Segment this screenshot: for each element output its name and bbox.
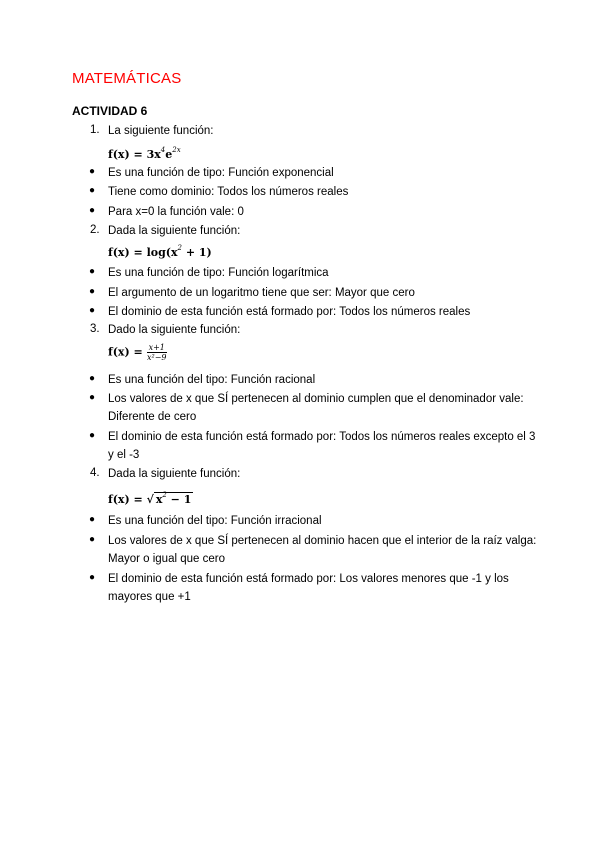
formula-exponent: 4 <box>160 146 166 154</box>
formula-base: e <box>165 148 173 161</box>
formula-lhs: f(x) = <box>108 345 147 359</box>
item-text: La siguiente función: <box>108 125 214 137</box>
bullet-icon: ● <box>89 286 96 297</box>
formula-denominator: x²−9 <box>146 353 167 362</box>
bullet-icon: ● <box>89 166 96 177</box>
page-title: MATEMÁTICAS <box>72 70 182 87</box>
item-number: 4. <box>90 467 100 479</box>
bullet-text: El dominio de esta función está formado por: Todos los números reales excepto el 3 <box>108 431 536 443</box>
bullet-icon: ● <box>89 514 96 525</box>
bullet-icon: ● <box>89 305 96 316</box>
bullet-icon: ● <box>89 205 96 216</box>
formula-fraction <box>147 343 167 362</box>
item-number: 2. <box>90 224 100 236</box>
bullet-text: Los valores de x que SÍ pertenecen al dominio cumplen que el denominador vale: <box>108 393 524 405</box>
bullet-text: El dominio de esta función está formado por: Todos los números reales <box>108 306 471 318</box>
formula-lhs: f(x) = √ <box>108 493 154 506</box>
bullet-text: Es una función del tipo: Función irracional <box>108 515 322 527</box>
bullet-icon: ● <box>89 572 96 583</box>
formula-rhs: − 1 <box>166 493 192 506</box>
item-number: 1. <box>90 124 100 136</box>
formula-rhs: + 1) <box>182 246 212 259</box>
bullet-icon: ● <box>89 266 96 277</box>
formula-rational <box>108 343 167 362</box>
bullet-text: Es una función de tipo: Función logarítmica <box>108 267 329 279</box>
formula-lhs: f(x) = log(x <box>108 246 178 259</box>
bullet-text-continuation: y el -3 <box>108 449 140 461</box>
bullet-text: El dominio de esta función está formado por: Los valores menores que -1 y los <box>108 573 509 585</box>
activity-heading: ACTIVIDAD 6 <box>72 104 148 118</box>
bullet-icon: ● <box>89 430 96 441</box>
bullet-text: Tiene como dominio: Todos los números reales <box>108 186 349 198</box>
bullet-icon: ● <box>89 392 96 403</box>
formula-argument: x <box>155 493 163 506</box>
formula-numerator: x+1 <box>148 343 165 352</box>
item-text: Dado la siguiente función: <box>108 324 241 336</box>
bullet-text: Para x=0 la función vale: 0 <box>108 206 244 218</box>
formula-exponential <box>108 148 181 161</box>
formula-exponent: 2 <box>162 491 167 499</box>
formula-exponent: 2 <box>177 244 183 252</box>
formula-radical <box>154 492 194 506</box>
bullet-text: Es una función del tipo: Función racional <box>108 374 316 386</box>
bullet-icon: ● <box>89 373 96 384</box>
bullet-text-continuation: mayores que +1 <box>108 591 191 603</box>
item-number: 3. <box>90 323 100 335</box>
item-text: Dada la siguiente función: <box>108 225 241 237</box>
formula-irrational <box>108 492 193 506</box>
formula-lhs: f(x) = 3x <box>108 148 161 161</box>
bullet-text: El argumento de un logaritmo tiene que ser: Mayor que cero <box>108 287 415 299</box>
bullet-icon: ● <box>89 534 96 545</box>
bullet-text: Los valores de x que SÍ pertenecen al dominio hacen que el interior de la raíz valga: <box>108 535 537 547</box>
bullet-icon: ● <box>89 185 96 196</box>
bullet-text-continuation: Mayor o igual que cero <box>108 553 225 565</box>
formula-exponent: 2x <box>172 146 181 154</box>
bullet-text-continuation: Diferente de cero <box>108 411 197 423</box>
bullet-text: Es una función de tipo: Función exponencial <box>108 167 334 179</box>
formula-logarithmic <box>108 246 212 259</box>
item-text: Dada la siguiente función: <box>108 468 241 480</box>
